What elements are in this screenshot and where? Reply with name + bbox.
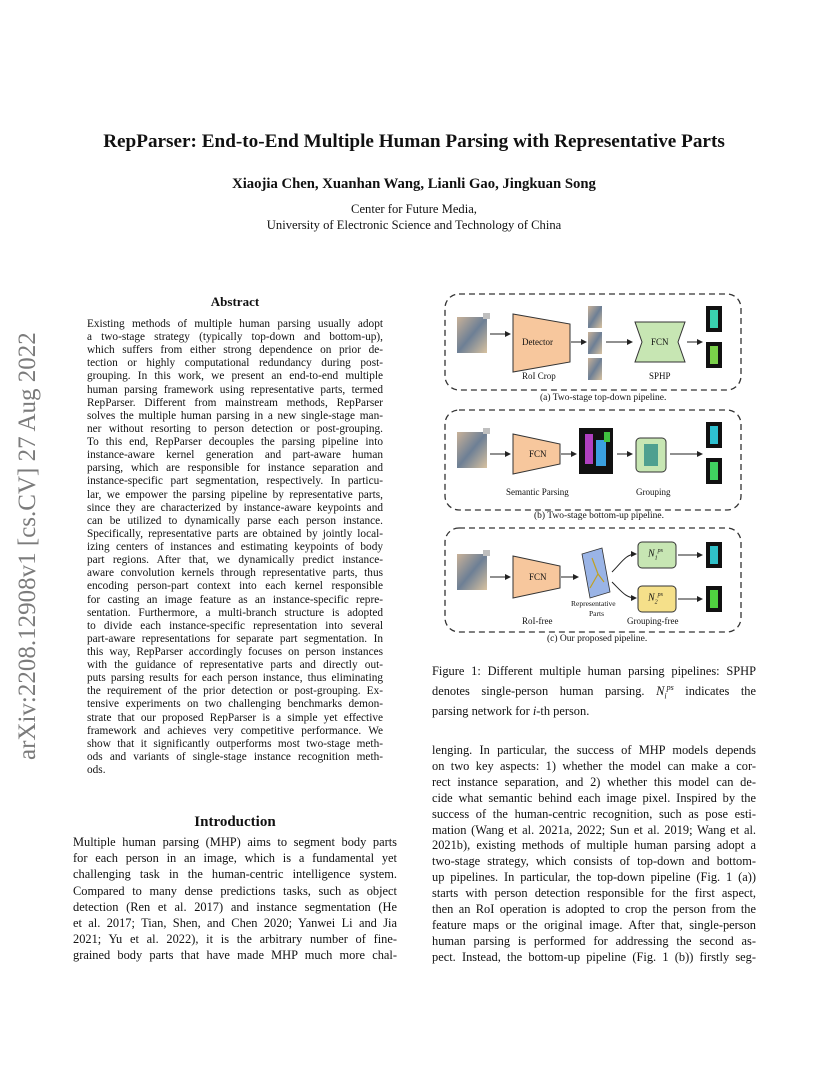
abstract-line: RepParser. Different from mainstream methods, RepParser — [87, 396, 383, 409]
abstract-line: to divide each instance-specific representation into several — [87, 619, 383, 632]
fcn-label-c: FCN — [529, 572, 547, 582]
author-list: Xiaojia Chen, Xuanhan Wang, Lianli Gao, Jingkuan Song — [232, 176, 596, 192]
panel-c-caption: (c) Our proposed pipeline. — [547, 634, 648, 644]
introduction-line: detection (Ren et al. 2017) and instance segmentation (He — [73, 899, 397, 914]
crop-3 — [588, 358, 602, 380]
crop-2 — [588, 332, 602, 354]
abstract-line: To this end, RepParser decouples the parsing pipeline into — [87, 436, 383, 449]
abstract-body — [87, 318, 383, 778]
figure-1 — [440, 292, 750, 648]
caption-line-3: parsing network for i-th person. — [432, 703, 590, 718]
abstract-line: which suffers from either strong dependence on prior de- — [87, 344, 383, 357]
abstract-line: izing centers of instances and estimating keypoints of body — [87, 541, 383, 554]
grouping-free-label: Grouping-free — [627, 616, 679, 626]
panel-b-caption: (b) Two-stage bottom-up pipeline. — [534, 511, 665, 521]
abstract-line: ner without resorting to person detection or post-grouping. — [87, 422, 383, 435]
n1-label: $N_1^{ps}$ — [648, 548, 664, 562]
abstract-line: instance-specific part segmentation, respectively. In particu- — [87, 475, 383, 488]
detector-label: Detector — [522, 337, 553, 347]
abstract-line: aware convolution kernels through representative parts, thus — [87, 567, 383, 580]
right-column-line: feature maps or the original image. After that, single-person — [432, 917, 756, 932]
representative-label: Representative — [571, 599, 616, 608]
right-column-line: up pipelines. In particular, the top-down pipeline (Fig. 1 (a)) — [432, 870, 756, 885]
introduction-line: Compared to many dense predictions tasks, such as object — [73, 883, 397, 898]
roi-free-label: RoI-free — [522, 616, 553, 626]
abstract-line: for casting an image feature as an instance-specific repre- — [87, 593, 383, 606]
right-column-body — [432, 744, 756, 964]
abstract-heading: Abstract — [210, 294, 260, 309]
grouping-label: Grouping — [636, 487, 671, 497]
introduction-line: grained body parts that have made MHP much more chal- — [73, 948, 397, 963]
abstract-line: solves the multiple human parsing in a new single-stage man- — [87, 409, 383, 422]
sphp-label: SPHP — [649, 371, 671, 381]
paper-title: RepParser: End-to-End Multiple Human Parsing with Representative Parts — [103, 131, 725, 152]
caption-line-1: Figure 1: Different multiple human parsing pipelines: SPHP — [432, 664, 756, 678]
abstract-line: Specifically, representative parts are obtained by jointly local- — [87, 527, 383, 540]
right-column-line: starts with person detection responsible for the first aspect, — [432, 886, 756, 901]
figure-1-diagram — [440, 292, 750, 648]
n2-label: $N_2^{ps}$ — [648, 592, 664, 606]
abstract-line: encoding person-part context into each kernel responsible — [87, 580, 383, 593]
abstract-line: the requirement of the prior detection or post-grouping. Ex- — [87, 685, 383, 698]
introduction-line: for each person in an image, which is a fundamental yet — [73, 851, 397, 866]
right-column-line: cide what semantic behind each image pixel. Inspired by the — [432, 790, 756, 805]
fcn-label-a: FCN — [651, 337, 669, 347]
introduction-line: et al. 2017; Tian, Shen, and Chen 2020; Yanwei Li and Jia — [73, 916, 397, 930]
right-column-line: on two key aspects: 1) whether the model can make a cor- — [432, 758, 756, 773]
input-photo-c — [457, 554, 487, 590]
abstract-line: instance-aware kernel generation and part-aware human — [87, 449, 383, 462]
abstract-line: strate that our proposed RepParser is a simple yet effective — [87, 711, 383, 724]
crop-1 — [588, 306, 602, 328]
abstract-line: part-aware representations for separate part segmentation. In — [87, 632, 383, 645]
introduction-line: 2021; Yu et al. 2022), it is the arbitrary number of fine- — [73, 932, 397, 947]
introduction-line: Multiple human parsing (MHP) aims to segment body parts — [73, 835, 397, 849]
right-column-line: lenging. In particular, the success of MHP models depends — [432, 743, 756, 757]
abstract-line: show that it significantly outperforms most two-stage meth- — [87, 737, 383, 750]
right-column-line: human parsing is performed for addressing the second as- — [432, 933, 756, 948]
affiliation-line-2: University of Electronic Science and Technology of China — [266, 218, 562, 232]
abstract-line: can be utilized to dynamically parse each person instance. — [87, 514, 383, 527]
caption-line-2: denotes single-person human parsing. $N_i^{ps}$ indicates the — [432, 682, 756, 701]
right-column-line: pect. Instead, the bottom-up pipeline (Fig. 1 (b)) firstly seg- — [432, 949, 756, 964]
abstract-line: ods and variants of single-stage instance recognition meth- — [87, 750, 383, 763]
input-photo-a — [457, 317, 487, 353]
abstract-line: tection or highly computational redundancy during post- — [87, 357, 383, 370]
abstract-line: puts parsing results for each person instance, thus eliminating — [87, 672, 383, 685]
abstract-line: parsing, which are responsible for instance separation and — [87, 462, 383, 475]
abstract-line: with the guidance of representative parts and directly out- — [87, 659, 383, 672]
abstract-line: tensive experiments on two challenging benchmarks demon- — [87, 698, 383, 711]
abstract-line: framework and achieves very competitive performance. We — [87, 724, 383, 737]
fcn-label-b: FCN — [529, 449, 547, 459]
abstract-line: part regions. After that, we dynamically predict instance- — [87, 554, 383, 567]
figure-1-caption — [432, 664, 756, 719]
arxiv-identifier: arXiv:2208.12908v1 [cs.CV] 27 Aug 2022 — [14, 332, 41, 760]
right-column-line: success of the human-centric recognition, such as pose esti- — [432, 806, 756, 821]
right-column-line: mation (Wang et al. 2021a, 2022; Sun et al. 2019; Wang et al. — [432, 822, 756, 837]
abstract-line: since they are characterized by instance-aware keypoints and — [87, 501, 383, 514]
right-column-line: 2021b), existing methods of multiple human parsing adopt a — [432, 838, 756, 853]
introduction-heading: Introduction — [194, 814, 276, 830]
right-column-line: then an RoI operation is adopted to crop the person from the — [432, 902, 756, 916]
panel-a-caption: (a) Two-stage top-down pipeline. — [540, 393, 667, 403]
abstract-line: Existing methods of multiple human parsing usually adopt — [87, 318, 383, 330]
abstract-line: sentation. Furthermore, a multi-branch structure is adopted — [87, 606, 383, 619]
semantic-parsing-label: Semantic Parsing — [506, 487, 569, 497]
introduction-line: challenging task in the human-centric intelligence system. — [73, 867, 397, 882]
abstract-line: ods. — [87, 764, 106, 777]
right-column-line: two-stage strategy, which consists of top-down and bottom- — [432, 854, 756, 869]
abstract-line: lar, we empower the parsing pipeline by representative parts, — [87, 488, 383, 501]
parts-label: Parts — [589, 609, 604, 618]
abstract-line: this way, RepParser accordingly focuses on person instances — [87, 646, 383, 658]
right-column-line: rect instance separation, and 2) whether this model can de- — [432, 774, 756, 789]
abstract-line: a two-stage strategy (typically top-down and bottom-up), — [87, 331, 383, 344]
abstract-line: human parsing framework using representative parts, termed — [87, 383, 383, 396]
introduction-body — [73, 836, 397, 966]
abstract-line: grouping. In this work, we present an end-to-end multiple — [87, 370, 383, 383]
input-photo-b — [457, 432, 487, 468]
roi-crop-label: RoI Crop — [522, 371, 556, 381]
representative-parts-map — [582, 548, 610, 598]
affiliation-line-1: Center for Future Media, — [351, 202, 477, 216]
